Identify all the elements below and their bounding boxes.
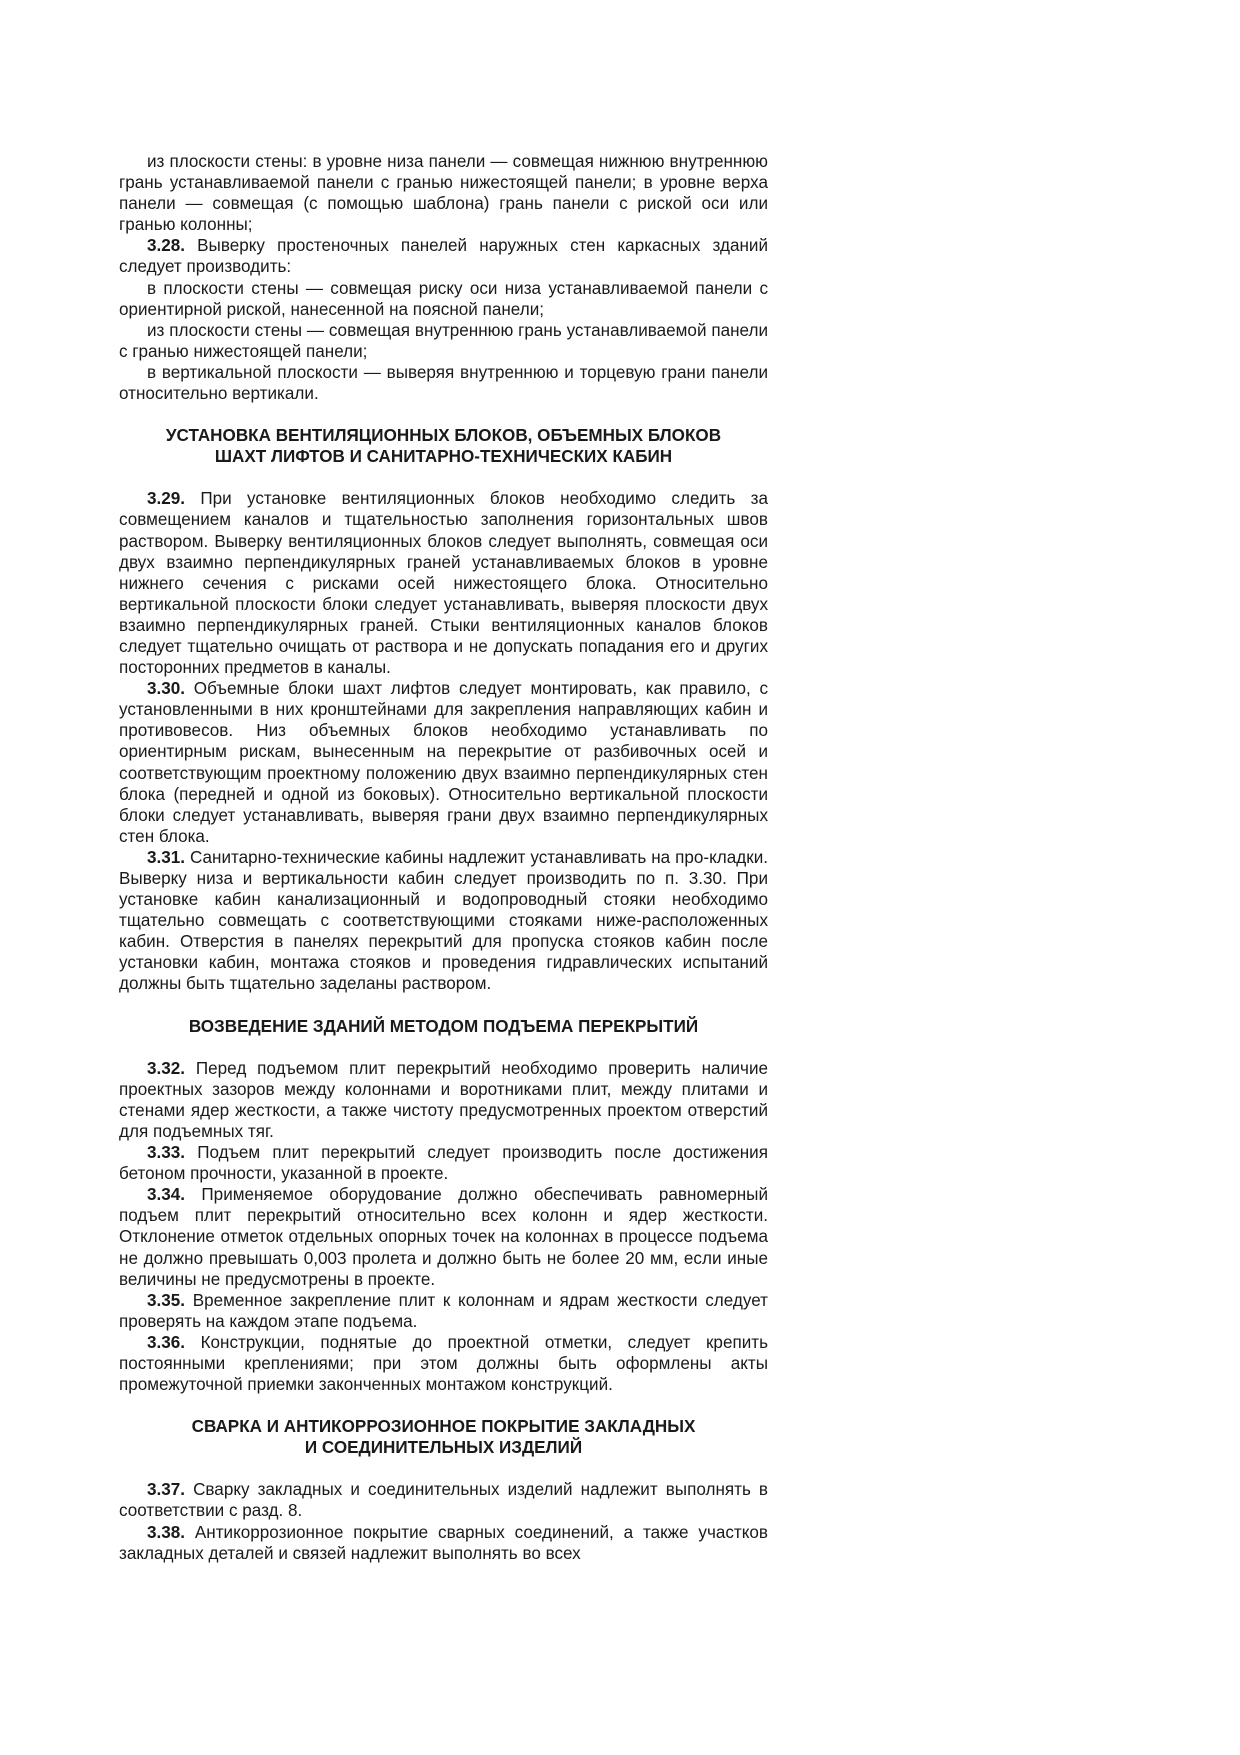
- clause-text: Объемные блоки шахт лифтов следует монтировать, как правило, с установленными в них кронштейнами для закрепления направляющих кабин и противовесов. Низ объемных блоков необходимо устанавливать по ориентирным рискам, вынесенным на перекрытие от разбивочных осей и соответствующим проектному положению двух взаимно перпендикулярных стен блока (передней и одной из боковых). Относительно вертикальной плоскости блоки следует устанавливать, выверяя грани двух взаимно перпендикулярных стен блока.: [119, 679, 768, 846]
- heading-line: УСТАНОВКА ВЕНТИЛЯЦИОННЫХ БЛОКОВ, ОБЪЕМНЫХ БЛОКОВ: [165, 426, 722, 446]
- section-block2: [119, 488, 768, 994]
- paragraph-3-30: [119, 678, 768, 847]
- paragraph-3-29: [119, 488, 768, 678]
- clause-number: 3.31.: [147, 847, 186, 867]
- paragraph-3-31: [119, 847, 768, 995]
- clause-number: 3.38.: [147, 1522, 186, 1542]
- section-heading-lift-slab: [119, 1016, 768, 1037]
- section-block3: [119, 1058, 768, 1396]
- paragraph-3-37: [119, 1479, 768, 1521]
- clause-number: 3.35.: [147, 1290, 186, 1310]
- heading-line: ШАХТ ЛИФТОВ И САНИТАРНО-ТЕХНИЧЕСКИХ КАБИН: [214, 447, 673, 467]
- clause-text: Антикоррозионное покрытие сварных соединений, а также участков закладных деталей и связей надлежит выполнять во всех: [119, 1522, 768, 1563]
- paragraph-3-35: [119, 1290, 768, 1332]
- section-block4: [119, 1479, 768, 1563]
- clause-number: 3.36.: [147, 1332, 186, 1352]
- clause-text: При установке вентиляционных блоков необходимо следить за совмещением каналов и тщательностью заполнения горизонтальных швов раствором. Выверку вентиляционных блоков следует выполнять, совмещая оси двух взаимно перпендикулярных граней устанавливаемых блоков в уровне нижнего сечения с рисками осей нижестоящего блока. Относительно вертикальной плоскости блоки следует устанавливать, выверяя плоскости двух взаимно перпендикулярных граней. Стыки вентиляционных каналов блоков следует тщательно очищать от раствора и не допускать попадания его и других посторонних предметов в каналы.: [119, 489, 768, 678]
- clause-text: Конструкции, поднятые до проектной отметки, следует крепить постоянными креплениями; при этом должны быть оформлены акты промежуточной приемки законченных монтажом конструкций.: [119, 1332, 768, 1395]
- paragraph-3-28: [119, 235, 768, 277]
- paragraph: [119, 362, 768, 404]
- clause-text: из плоскости стены — совмещая внутреннюю грань устанавливаемой панели с гранью нижестоящей панели;: [119, 320, 768, 361]
- paragraph-3-32: [119, 1058, 768, 1142]
- section-block1: [119, 235, 768, 404]
- heading-line: ВОЗВЕДЕНИЕ ЗДАНИЙ МЕТОДОМ ПОДЪЕМА ПЕРЕКРЫТИЙ: [188, 1016, 699, 1036]
- clause-number: 3.34.: [147, 1185, 186, 1205]
- clause-text: в вертикальной плоскости — выверяя внутреннюю и торцевую грани панели относительно вертикали.: [119, 362, 768, 404]
- clause-text: Подъем плит перекрытий следует производить после достижения бетоном прочности, указанной в проекте.: [119, 1143, 768, 1184]
- paragraph-3-34: [119, 1184, 768, 1289]
- clause-number: 3.37.: [147, 1480, 186, 1500]
- clause-number: 3.29.: [147, 489, 186, 509]
- section-heading-ventilation: [119, 425, 768, 467]
- clause-text: в плоскости стены — совмещая риску оси низа устанавливаемой панели с ориентирной риской, нанесенной на поясной панели;: [119, 278, 768, 319]
- clause-text: Выверку простеночных панелей наружных стен каркасных зданий следует производить:: [119, 236, 768, 277]
- document-page: [119, 151, 768, 1564]
- clause-number: 3.32.: [147, 1058, 186, 1078]
- paragraph-intro: из плоскости стены: в уровне низа панели — совмещая нижнюю внутреннюю грань устанавливаемой панели с гранью нижестоящей панели; в уровне верха панели — совмещая (с помощью шаблона) грань панели с риской оси или гранью колонны;: [119, 152, 768, 235]
- clause-number: 3.30.: [147, 679, 186, 699]
- paragraph: [119, 278, 768, 320]
- paragraph-3-33: [119, 1142, 768, 1184]
- clause-text: Перед подъемом плит перекрытий необходимо проверить наличие проектных зазоров между колоннами и воротниками плит, между плитами и стенами ядер жесткости, а также чистоту предусмотренных проектом отверстий для подъемных тяг.: [119, 1058, 768, 1141]
- paragraph: [119, 320, 768, 362]
- paragraph-3-36: [119, 1332, 768, 1395]
- heading-line: И СОЕДИНИТЕЛЬНЫХ ИЗДЕЛИЙ: [304, 1438, 583, 1458]
- clause-text: Сварку закладных и соединительных изделий надлежит выполнять в соответствии с разд. 8.: [119, 1480, 768, 1521]
- clause-number: 3.28.: [147, 236, 186, 256]
- clause-text: Временное закрепление плит к колоннам и ядрам жесткости следует проверять на каждом этапе подъема.: [119, 1290, 768, 1331]
- clause-number: 3.33.: [147, 1143, 186, 1163]
- clause-text: Санитарно-технические кабины надлежит устанавливать на про-кладки. Выверку низа и вертикальности кабин следует производить по п. 3.30. При установке кабин канализационный и водопроводный стояки необходимо тщательно совмещать с соответствующими стояками ниже-расположенных кабин. Отверстия в панелях перекрытий для пропуска стояков кабин после установки кабин, монтажа стояков и проведения гидравлических испытаний должны быть тщательно заделаны раствором.: [119, 847, 768, 994]
- clause-text: Применяемое оборудование должно обеспечивать равномерный подъем плит перекрытий относительно всех колонн и ядер жесткости. Отклонение отметок отдельных опорных точек на колоннах в процессе подъема не должно превышать 0,003 пролета и должно быть не более 20 мм, если иные величины не предусмотрены в проекте.: [119, 1185, 768, 1289]
- paragraph-3-38: [119, 1522, 768, 1564]
- heading-line: СВАРКА И АНТИКОРРОЗИОННОЕ ПОКРЫТИЕ ЗАКЛАДНЫХ: [191, 1417, 696, 1437]
- section-heading-welding: [119, 1416, 768, 1458]
